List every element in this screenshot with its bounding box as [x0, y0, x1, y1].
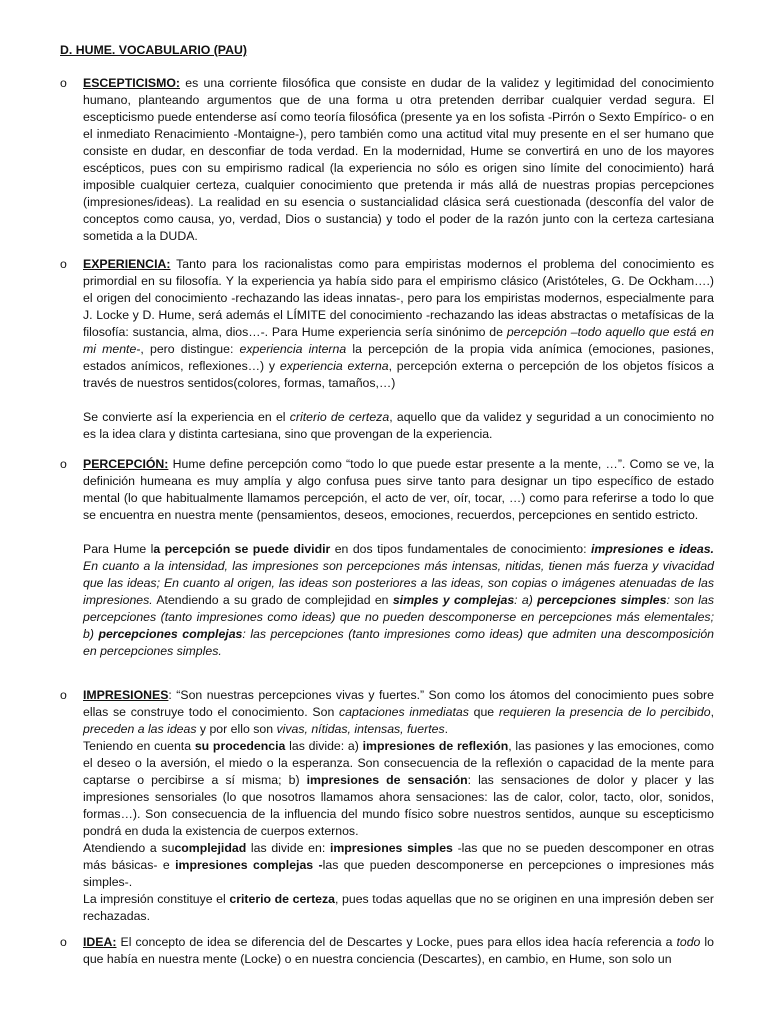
paragraph	[83, 456, 714, 524]
text-bold-italic: simples y complejas	[392, 593, 515, 607]
text-bold: impresiones simples	[329, 841, 453, 855]
text: Atendiendo a su	[83, 841, 175, 855]
paragraph	[83, 934, 714, 968]
term-experiencia: EXPERIENCIA:	[83, 257, 171, 271]
text-italic: experiencia interna	[239, 342, 347, 356]
text: las divide: a)	[285, 739, 363, 753]
text: : las sensaciones de dolor y placer y las impresiones sensoriales (lo que nosotros llamamos ahora sensaciones: las de calor, color, tacto, olor, sonidos, formas…). Son consecuencia de la influencia del mundo físico sobre nuestros sentidos, aunque su escepticismo pondrá en duda la existencia de cuerpos externos.	[83, 773, 715, 838]
text-bold-italic: percepciones simples	[537, 593, 667, 607]
text-bold: impresiones de reflexión	[362, 739, 509, 753]
text: la percepción de la propia vida anímica (emociones, pasiones, estados anímicos, reflexiones…) y	[83, 342, 714, 373]
text-bold: complejidad	[174, 841, 247, 855]
text-italic: : son las percepciones (tanto impresiones como ideas) que no pueden descomponerse en percepciones más elementales; b)	[83, 593, 715, 641]
text-italic: criterio de certeza	[289, 410, 390, 424]
bullet: o	[60, 688, 67, 702]
term-idea: IDEA:	[83, 935, 117, 949]
text: , pero distingue:	[140, 342, 240, 356]
paragraph	[83, 409, 714, 443]
text: las divide en:	[246, 841, 330, 855]
text: que	[468, 705, 499, 719]
text-italic: requieren la presencia de lo percibido	[498, 705, 711, 719]
bullet: o	[60, 457, 67, 471]
text-italic: preceden a las ideas	[83, 722, 197, 736]
entry-percepcion	[60, 456, 714, 660]
text-bold-italic: impresiones	[590, 542, 664, 556]
text-italic: vivas, nítidas, intensas, fuertes	[276, 722, 445, 736]
entry-body	[83, 687, 714, 925]
entry-body	[83, 934, 714, 968]
text-bold: impresiones complejas -	[175, 858, 323, 872]
text: ,	[710, 705, 714, 719]
text-bold-italic: ideas.	[679, 542, 714, 556]
text-italic: todo	[676, 935, 701, 949]
term-escepticismo: ESCEPTICISMO:	[83, 76, 181, 90]
text: , pues todas aquellas que no se originen en una impresión deben ser rechazadas.	[83, 892, 714, 923]
text: Tanto para los racionalistas como para empiristas modernos el problema del conocimiento es primordial en su filosofía. Y la experiencia ya había sido para el empirismo clásico (Aristóteles, G. De Ockham….) el origen del conocimiento -rechazando las ideas innatas-, pero para los empiristas modernos, especialmente para J. Locke y D. Hume, será además el LÍMITE del conocimiento -rechazando las ideas abstractas o metafísicas de la filosofía: sustancia, alma, dios…-. Para Hume experiencia sería sinónimo de	[83, 257, 714, 339]
text: Hume define percepción como “todo lo que puede estar presente a la mente, …”. Como se ve, la definición humeana es muy amplía y algo confusa pues sirve tanto para designar un tipo específico de estado mental (lo que habitualmente llamamos percepción, el acto de ver, oír, tocar, …) como para referirse a todo lo que se encuentra en nuestra mente (pensamientos, deseos, emociones, recuerdos, percepciones en sentido estricto.	[83, 457, 714, 522]
paragraph	[83, 256, 714, 392]
text-bold-italic: percepciones complejas	[98, 627, 243, 641]
bullet: o	[60, 257, 67, 271]
term-percepcion: PERCEPCIÓN:	[83, 457, 169, 471]
page-title: D. HUME. VOCABULARIO (PAU)	[60, 43, 247, 57]
text: lo que había en nuestra mente (Locke) o en nuestra conciencia (Descartes), en cambio, en Hume, son solo un	[83, 935, 714, 966]
text: Para Hume l	[83, 542, 154, 556]
text: El concepto de idea se diferencia del de Descartes y Locke, pues para ellos idea hacía referencia a	[116, 935, 677, 949]
text-italic: captaciones inmediatas	[339, 705, 469, 719]
text-bold: e	[663, 542, 680, 556]
entry-impresiones	[60, 687, 714, 925]
text: las que pueden descomponerse en percepciones o impresiones más simples-.	[83, 858, 714, 889]
text: , percepción externa o percepción de los objetos físicos a través de nuestros sentidos(colores, formas, tamaños,…)	[83, 359, 714, 390]
text-italic: experiencia externa	[279, 359, 389, 373]
text: : “Son nuestras percepciones vivas y fuertes.” Son como los átomos del conocimiento pues sobre ellas se construye todo el conocimiento. Son	[83, 688, 714, 719]
text-bold: a percepción se puede dividir	[153, 542, 331, 556]
text-bold: criterio de certeza	[229, 892, 335, 906]
text-italic: : las percepciones (tanto impresiones como ideas) que admiten una descomposición en percepciones simples.	[83, 627, 715, 658]
paragraph	[83, 75, 714, 245]
entry-body	[83, 256, 714, 443]
paragraph	[83, 541, 714, 660]
entry-experiencia	[60, 256, 714, 443]
text: es una corriente filosófica que consiste en dudar de la validez y legitimidad del conocimiento humano, planteando argumentos que de una forma u otra pretenden derribar cualquier verdad segura. El escepticismo puede entenderse así como teoría filosófica (presente ya en los sofista -Pirrón o Sexto Empírico- o en el inmediato Renacimiento -Montaigne-), pero también como una actitud vital muy presente en el ser humano que consiste en dudar, en desconfiar de toda verdad. En la modernidad, Hume se convertirá en uno de los mayores escépticos, pues con su empirismo radical (la experiencia no sólo es origen sino límite del conocimiento) hará imposible cualquier certeza, cualquier conocimiento que pretenda ir más allá de nuestras propias percepciones (impresiones/ideas). La realidad en su esencia o sustancialidad clásica será cuestionada (desconfía del valor de conceptos como causa, yo, verdad, Dios o sustancia) y todo el poder de la razón junto con la certeza cartesiana sometida a la DUDA.	[83, 76, 714, 243]
entry-idea	[60, 934, 714, 968]
text-italic: : a)	[514, 593, 538, 607]
text-italic: En cuanto a la intensidad, las impresiones son percepciones más intensas, nitidas, tienen más fuerza y vivacidad que las ideas; En cuanto al origen, las ideas son posteriores a las ideas, son copias o imágenes atenuadas de las impresiones.	[83, 559, 714, 607]
bullet: o	[60, 935, 67, 949]
paragraph	[83, 687, 714, 925]
bullet: o	[60, 76, 67, 90]
entry-body	[83, 456, 714, 660]
text: -las que no se pueden descomponer en otras más básicas- e	[83, 841, 715, 872]
entry-escepticismo	[60, 75, 714, 245]
text: Se convierte así la experiencia en el	[83, 410, 290, 424]
text-italic: percepción –todo aquello que está en mi mente-	[83, 325, 714, 356]
text: , aquello que da validez y seguridad a un conocimiento no es la idea clara y distinta cartesiana, sino que provengan de la experiencia.	[83, 410, 715, 441]
text: .	[444, 722, 449, 736]
text: y por ello son	[196, 722, 277, 736]
text: La impresión constituye el	[83, 892, 230, 906]
text: , las pasiones y las emociones, como el deseo o la aversión, el miedo o la esperanza. Son consecuencia de la reflexión o capacidad de la mente para captarse o percibirse a sí misma; b)	[83, 739, 714, 787]
text-bold: impresiones de sensación	[306, 773, 468, 787]
entry-body	[83, 75, 714, 245]
text-bold: su procedencia	[194, 739, 286, 753]
text: Teniendo en cuenta	[83, 739, 195, 753]
term-impresiones: IMPRESIONES	[83, 688, 169, 702]
text: en dos tipos fundamentales de conocimiento:	[330, 542, 591, 556]
text: Atendiendo a su grado de complejidad en	[152, 593, 393, 607]
